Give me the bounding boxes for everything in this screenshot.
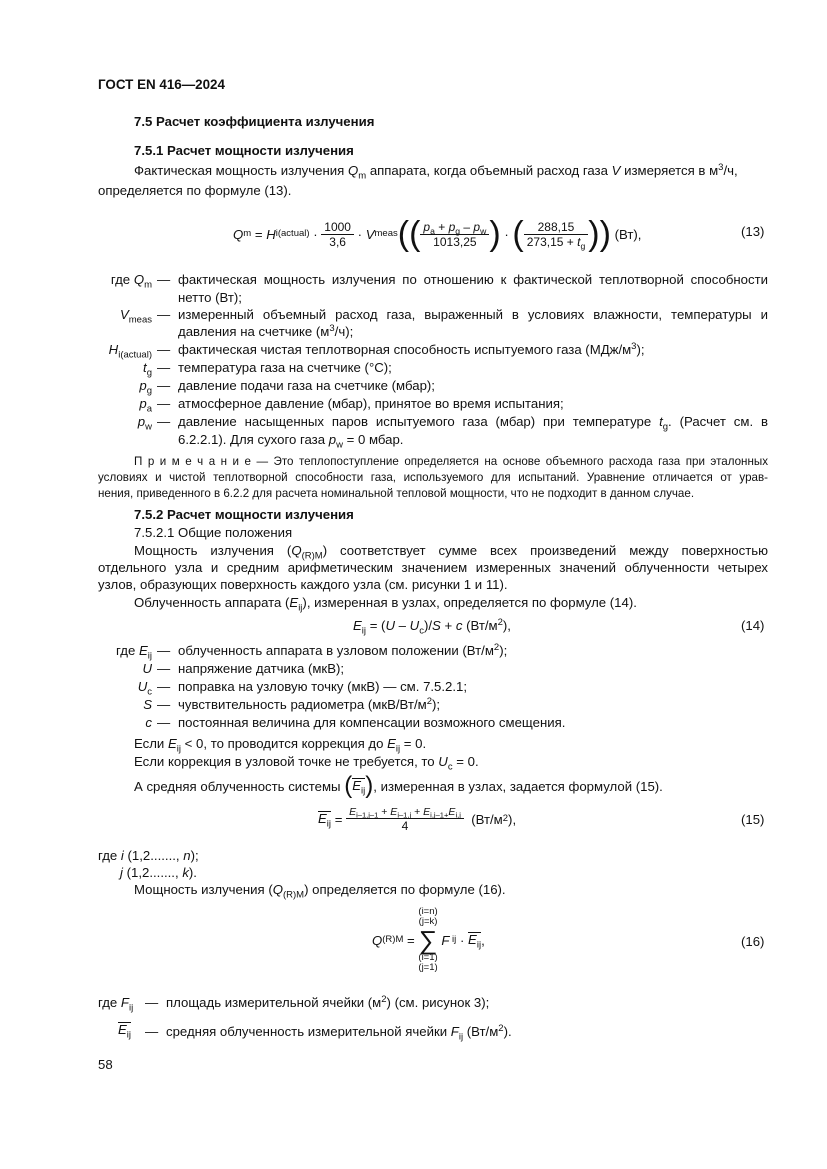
def-eij-text: облученность аппарата в узловом положении $(Вт/м^2)$;: [178, 641, 508, 658]
section-7-5-title: 7.5 Расчет коэффициента излучения: [134, 114, 375, 129]
def-s-text: чувствительность радиометра $(мкВ/Вт/м^2)$;: [178, 695, 441, 712]
def-qm-line2: нетто (Вт);: [178, 290, 242, 305]
def-pa-symbol: $p_a$: [139, 396, 152, 415]
def-eij-mean-symbol: $E_{ij}$: [118, 1022, 132, 1041]
def-pw-line2: 6.2.2.1). Для сухого газа $p_w = 0$ мбар.: [178, 432, 404, 451]
note-line3: нения, приведенного в 6.2.2 для расчета номинальной тепловой мощности, что не подходит в данном случае.: [98, 487, 695, 500]
def-s-symbol: S: [143, 697, 152, 712]
paragraph-qrm-line1: Мощность излучения $(Q_{(R)M})$ соответствует сумме всех произведений между поверхностью: [134, 543, 768, 562]
def-pw-symbol: $p_w$: [137, 414, 152, 433]
def-fij-symbol: где $F_{ij}$: [98, 995, 134, 1014]
equation-14: $E_{ij} = (U - U_c)/S + c$ $(Вт/м^2)$,: [353, 616, 511, 637]
def-dash: —: [157, 697, 171, 712]
def-vmeas-line1: измеренный объемный расход газа, выраженный в условиях влажности, температуры и: [178, 307, 768, 322]
paragraph-eij: Облученность аппарата $(E_{ij})$, измеренная в узлах, определяется по формуле (14).: [134, 595, 637, 614]
mean-irradiance-line: А средняя облученность системы ( $E_{ij}$ ) , измеренная в узлах, задается формулой (15).: [134, 772, 663, 799]
def-dash: —: [157, 661, 171, 676]
index-j-range: j (1,2......., k).: [120, 865, 197, 880]
equation-14-number: (14): [741, 618, 765, 633]
def-dash: —: [145, 995, 159, 1010]
equation-13-number: (13): [741, 224, 765, 239]
def-vmeas-symbol: $V_{meas}$: [119, 307, 152, 326]
correction-line2: Если коррекция в узловой точке не требуется, то $U_c = 0$.: [134, 754, 479, 773]
def-dash: —: [145, 1024, 159, 1039]
def-eij-mean-text: средняя облученность измерительной ячейки $F_{ij}$ $(Вт/м^2)$.: [166, 1022, 512, 1043]
def-dash: —: [157, 715, 171, 730]
def-pw-line1: давление насыщенных паров испытуемого газа (мбар) при температуре $t_g$. (Расчет см. в: [178, 414, 768, 433]
equation-15: $E_{ij}$ = $\frac{E_{i-1,j-1} + E_{i-1,j} + E_{i,j-1+}E_{i,j}}{4}$ (Вт/м 2 ),: [318, 805, 517, 833]
def-u-text: напряжение датчика (мкВ);: [178, 661, 345, 676]
def-dash: —: [157, 679, 171, 694]
standard-header: ГОСТ EN 416—2024: [98, 77, 225, 92]
def-vmeas-line2: давления на счетчике $(м^3/ч)$;: [178, 322, 354, 339]
def-dash: —: [157, 414, 171, 429]
equation-13: Q m = H i(actual) · $\frac{1000}{3,6}$ · V meas ( ( $\frac{p_a + p_g - p_w}{1013,25}$ ) · ( $\frac{288,15}{273,15 + t_g}$ ) ) (Вт),: [233, 215, 642, 253]
def-c-symbol: c: [145, 715, 152, 730]
def-pg-text: давление подачи газа на счетчике (мбар);: [178, 378, 435, 393]
def-u-symbol: U: [142, 661, 152, 676]
page-number: 58: [98, 1057, 113, 1072]
section-7-5-2-title: 7.5.2 Расчет мощности излучения: [134, 507, 354, 522]
def-fij-text: площадь измерительной ячейки $(м^2)$ (см. рисунок 3);: [166, 993, 490, 1010]
def-tg-text: температура газа на счетчике (°С);: [178, 360, 392, 375]
correction-line1: Если $E_{ij} < 0$, то проводится коррекция до $E_{ij} = 0$.: [134, 736, 427, 755]
equation-16: Q (R)M = (i=n) (j=k) ∑ (i=1) (j=1) F ij · $E_{ij}$ ,: [372, 906, 485, 973]
note-line1: П р и м е ч а н и е — Это теплопоступление определяется на основе объемного расхода газа при эталонных: [134, 455, 768, 468]
paragraph-formula-16: Мощность излучения $(Q_{(R)M})$ определяется по формуле (16).: [134, 882, 506, 901]
note-line2: условиях и чистой теплотворной способности газа, используемого для испытаний. Уравнение отличается от урав-: [98, 471, 768, 484]
def-dash: —: [157, 378, 171, 393]
def-dash: —: [157, 643, 171, 658]
def-dash: —: [157, 272, 171, 287]
def-eij-symbol: где $E_{ij}$: [116, 643, 152, 662]
sum-symbol: ∑: [418, 925, 438, 955]
equation-16-number: (16): [741, 934, 765, 949]
def-qm-symbol: где $Q_m$: [110, 272, 152, 291]
def-uc-symbol: $U_c$: [137, 679, 152, 698]
def-dash: —: [157, 342, 171, 357]
section-7-5-2-1-title: 7.5.2.1 Общие положения: [134, 525, 293, 540]
equation-15-number: (15): [741, 812, 765, 827]
index-i-range: где i (1,2......., n);: [98, 848, 199, 863]
def-uc-text: поправка на узловую точку (мкВ) — см. 7.5.2.1;: [178, 679, 468, 694]
def-h-text: фактическая чистая теплотворная способность испытуемого газа $(МДж/м^3)$;: [178, 340, 645, 357]
def-h-symbol: $H_{i(actual)}$: [108, 342, 152, 361]
section-7-5-1-title: 7.5.1 Расчет мощности излучения: [134, 143, 354, 158]
def-pg-symbol: $p_g$: [139, 378, 152, 397]
def-c-text: постоянная величина для компенсации возможного смещения.: [178, 715, 566, 730]
paragraph-qrm-line3: узлов, образующих поверхность каждого узла (см. рисунки 1 и 11).: [98, 577, 508, 592]
def-pa-text: атмосферное давление (мбар), принятое во время испытания;: [178, 396, 564, 411]
def-dash: —: [157, 307, 171, 322]
def-dash: —: [157, 396, 171, 411]
def-tg-symbol: $t_g$: [143, 360, 152, 379]
paragraph-qrm-line2: отдельного узла и средним арифметическим значением измеренных значений облученности четырех: [98, 560, 768, 575]
def-dash: —: [157, 360, 171, 375]
def-qm-line1: фактическая мощность излучения по отношению к фактической теплотворной способности: [178, 272, 768, 287]
paragraph-power-2: определяется по формуле (13).: [98, 183, 292, 198]
paragraph-power: Фактическая мощность излучения $Q_m$ аппарата, когда объемный расход газа V измеряется в $м^3/ч$,: [134, 161, 738, 182]
